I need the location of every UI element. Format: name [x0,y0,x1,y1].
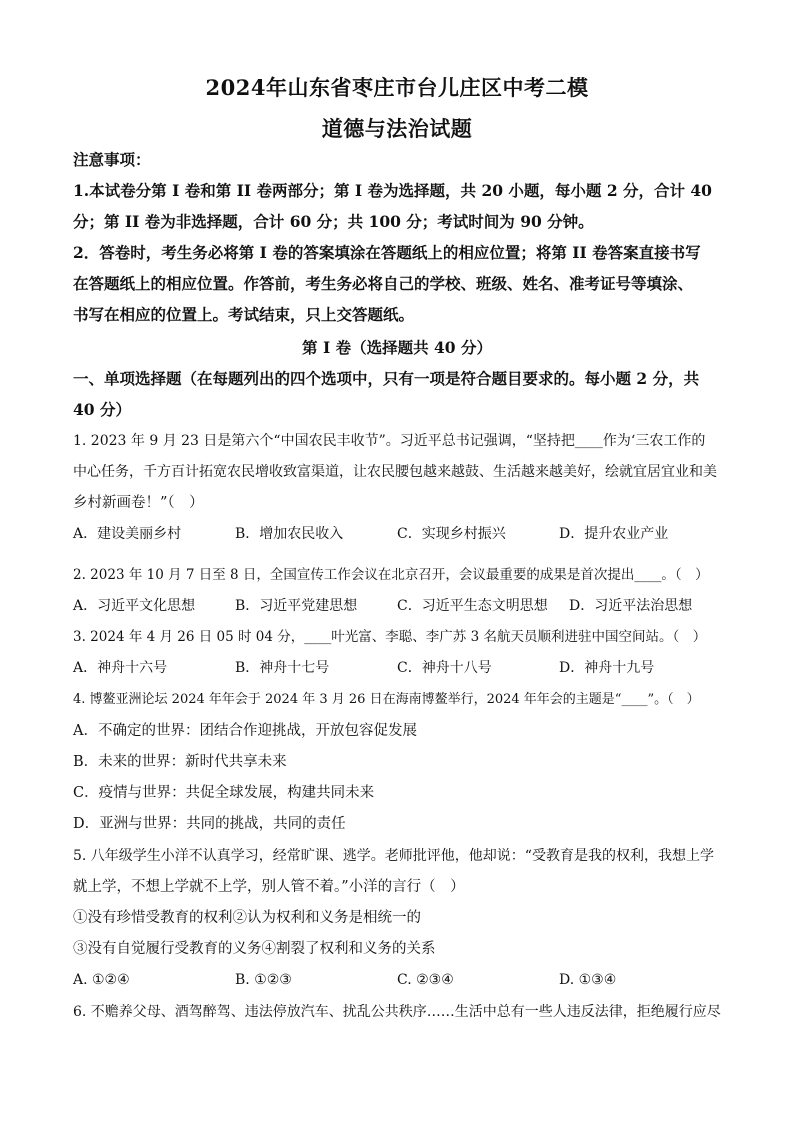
question-6-text: 6. 不赡养父母、酒驾醉驾、违法停放汽车、扰乱公共秩序……生活中总有一些人违反法律，拒绝履行应尽 [73,1004,721,1020]
section-title: 第 I 卷（选择题共 40 分） [302,338,492,357]
option-c: C. ②③④ [397,972,454,988]
option-a: A．建设美丽乡村 [73,526,182,542]
question-1-text: 乡村新画卷！”（ ） [73,495,204,511]
option-d: D．神舟十九号 [559,660,655,676]
option-c: C．疫情与世界：共促全球发展，构建共同未来 [73,785,375,801]
option-b: B．神舟十七号 [235,660,330,676]
question-1-text: 1. 2023 年 9 月 23 日是第六个“中国农民丰收节”。习近平总书记强调，“坚持把____作为‘三农工作的 [73,433,706,449]
question-5-statement: ③没有自觉履行受教育的义务④割裂了权利和义务的关系 [73,941,436,957]
notice-line: 1.本试卷分第 I 卷和第 II 卷两部分；第 I 卷为选择题，共 20 小题，每小题 2 分，合计 40 [73,181,712,200]
option-d: D．亚洲与世界：共同的挑战，共同的责任 [73,816,346,832]
part-heading: 一、单项选择题（在每题列出的四个选项中，只有一项是符合题目要求的。每小题 2 分，共 [73,369,700,388]
option-a: A．神舟十六号 [73,660,168,676]
question-4-text: 4. 博鳌亚洲论坛 2024 年年会于 2024 年 3 月 26 日在海南博鳌举行，2024 年年会的主题是“____”。（ ） [73,692,700,707]
notice-line: 在答题纸上的相应位置。作答前，考生务必将自己的学校、班级、姓名、准考证号等填涂、 [73,274,694,293]
option-b: B. ①②③ [235,972,292,988]
question-5-statement: ①没有珍惜受教育的权利②认为权利和义务是相统一的 [73,910,421,926]
exam-title: 2024年山东省枣庄市台儿庄区中考二模 [205,75,589,100]
option-a: A. ①②④ [73,972,130,988]
exam-subtitle: 道德与法治试题 [321,116,473,141]
option-b: B．习近平党建思想 [235,598,358,614]
option-a: A．不确定的世界：团结合作迎挑战，开放包容促发展 [73,723,417,739]
question-3-text: 3. 2024 年 4 月 26 日 05 时 04 分，____叶光富、李聪、李广苏 3 名航天员顺利进驻中国空间站。（ ） [73,629,707,645]
notice-line: 分；第 II 卷为非选择题，合计 60 分；共 100 分；考试时间为 90 分钟。 [73,212,594,231]
question-1-text: 中心任务，千方百计拓宽农民增收致富渠道，让农民腰包越来越鼓、生活越来越美好，绘就宜居宜业和美 [73,464,717,480]
notice-heading: 注意事项： [73,150,151,169]
notice-line: 书写在相应的位置上。考试结束，只上交答题纸。 [73,305,415,324]
question-2-text: 2. 2023 年 10 月 7 日至 8 日，全国宣传工作会议在北京召开，会议最重要的成果是首次提出____。（ ） [73,567,709,583]
option-c: C．神舟十八号 [397,660,492,676]
part-heading: 40 分） [73,400,131,419]
option-d: D．习近平法治思想 [569,598,693,614]
question-5-text: 5. 八年级学生小洋不认真学习，经常旷课、逃学。老师批评他，他却说：“受教育是我的权利，我想上学 [73,848,714,864]
option-d: D. ①③④ [559,972,617,988]
question-5-text: 就上学，不想上学就不上学，别人管不着。”小洋的言行（ ） [73,879,465,895]
option-a: A．习近平文化思想 [73,598,196,614]
option-c: C．实现乡村振兴 [397,526,506,542]
notice-line: 2．答卷时，考生务必将第 I 卷的答案填涂在答题纸上的相应位置；将第 II 卷答案直接书写 [73,243,701,262]
option-b: B．增加农民收入 [235,526,344,542]
option-c: C．习近平生态文明思想 [397,598,548,614]
option-d: D．提升农业产业 [559,526,669,542]
option-b: B．未来的世界：新时代共享未来 [73,754,287,770]
